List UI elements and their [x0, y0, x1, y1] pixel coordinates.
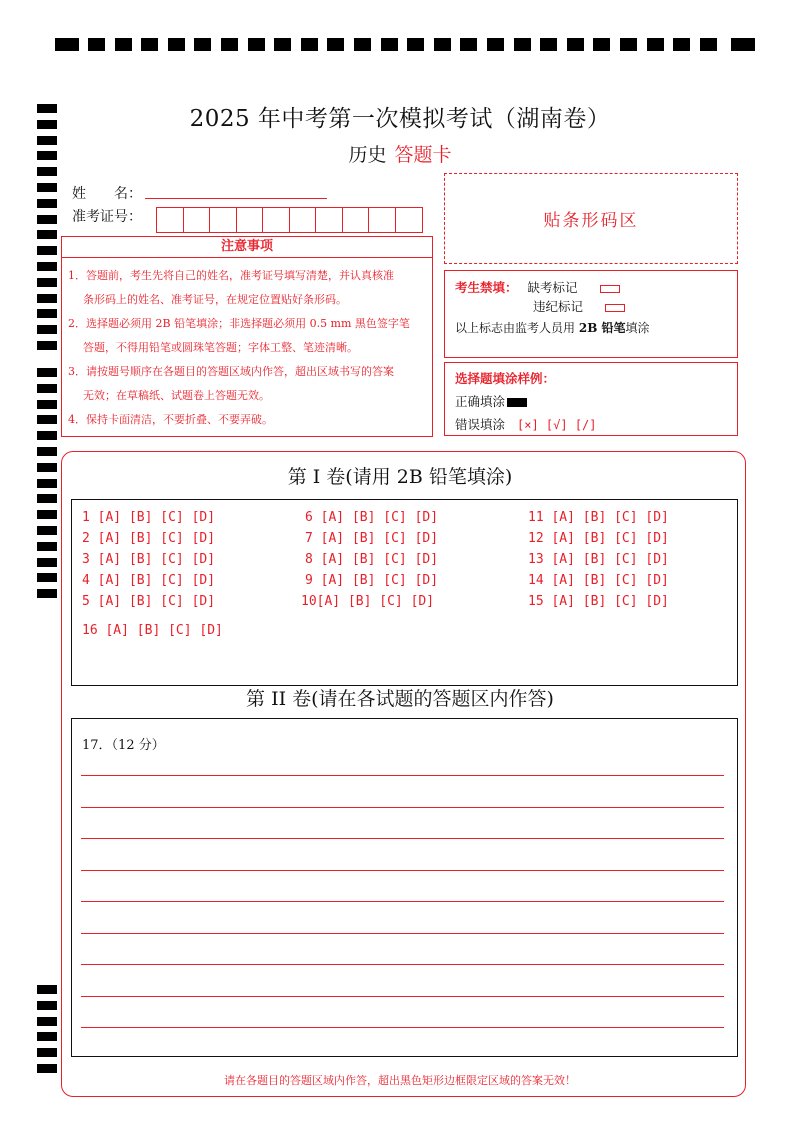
answer-line[interactable] — [81, 838, 724, 839]
wrong-samples: [×] [√] [/] — [517, 418, 597, 432]
exam-id-digit-box[interactable] — [396, 208, 423, 232]
choice-question[interactable]: 4 [A] [B] [C] [D] — [82, 573, 216, 588]
timing-mark — [37, 325, 57, 334]
timing-mark — [37, 431, 57, 440]
footer-note: 请在各题目的答题区域内作答，超出黑色矩形边框限定区域的答案无效！ — [224, 1074, 576, 1087]
timing-mark — [37, 494, 57, 503]
note-bold: 2B 铅笔 — [578, 321, 626, 335]
violation-mark-box — [605, 304, 625, 312]
top-timing-marks — [55, 38, 755, 52]
timing-mark — [37, 1017, 57, 1026]
choice-question[interactable]: 14 [A] [B] [C] [D] — [528, 573, 669, 588]
answer-line[interactable] — [81, 775, 724, 776]
exam-id-digit-box[interactable] — [237, 208, 264, 232]
fill-correct-label: 正确填涂 — [455, 394, 506, 409]
answer-line[interactable] — [81, 964, 724, 965]
timing-mark — [37, 415, 57, 424]
timing-mark — [37, 1001, 57, 1010]
barcode-area — [444, 173, 738, 264]
timing-mark — [37, 183, 57, 192]
notice-item-line: 无效；在草稿纸、试题卷上答题无效。 — [83, 389, 270, 402]
notice-item — [68, 408, 428, 432]
notice-item-line: 1．答题前，考生先将自己的姓名，准考证号填写清楚，并认真核准 — [68, 269, 394, 282]
timing-mark — [37, 526, 57, 535]
fill-correct-row — [455, 392, 727, 410]
note-suffix: 填涂 — [625, 321, 650, 335]
notice-item — [68, 360, 428, 408]
timing-mark — [647, 38, 664, 51]
notice-item — [68, 264, 428, 312]
timing-mark — [487, 38, 504, 51]
choice-question[interactable]: 16 [A] [B] [C] [D] — [82, 623, 223, 638]
name-label: 姓 名： — [72, 186, 142, 202]
timing-mark — [731, 38, 755, 51]
choice-question[interactable]: 6 [A] [B] [C] [D] — [305, 510, 439, 525]
choice-question[interactable]: 15 [A] [B] [C] [D] — [528, 594, 669, 609]
absent-row — [455, 278, 620, 296]
timing-mark — [37, 341, 57, 350]
notice-item — [68, 312, 428, 360]
section2-box[interactable] — [71, 718, 738, 1057]
timing-mark — [37, 262, 57, 271]
violation-row — [533, 297, 625, 315]
exam-id-digit-box[interactable] — [263, 208, 290, 232]
timing-mark — [37, 368, 57, 377]
exam-id-digit-box[interactable] — [343, 208, 370, 232]
choice-question[interactable]: 8 [A] [B] [C] [D] — [305, 552, 439, 567]
choice-question[interactable]: 13 [A] [B] [C] [D] — [528, 552, 669, 567]
filled-swatch-icon — [507, 398, 527, 407]
section1-box — [71, 499, 738, 686]
answer-line[interactable] — [81, 901, 724, 902]
timing-mark — [37, 278, 57, 287]
timing-mark — [567, 38, 584, 51]
timing-mark — [381, 38, 398, 51]
notice-body — [61, 258, 433, 437]
answer-line[interactable] — [81, 933, 724, 934]
choice-question[interactable]: 7 [A] [B] [C] [D] — [305, 531, 439, 546]
section1-title: 第 I 卷(请用 2B 铅笔填涂) — [287, 466, 513, 488]
timing-mark — [141, 38, 158, 51]
timing-mark — [434, 38, 451, 51]
timing-mark — [37, 1048, 57, 1057]
absent-label: 缺考标记 — [527, 280, 578, 295]
timing-mark — [37, 400, 57, 409]
timing-mark — [37, 230, 57, 239]
timing-mark — [168, 38, 185, 51]
choice-question[interactable]: 1 [A] [B] [C] [D] — [82, 510, 216, 525]
exam-id-digit-box[interactable] — [210, 208, 237, 232]
timing-mark — [327, 38, 344, 51]
choice-question[interactable]: 2 [A] [B] [C] [D] — [82, 531, 216, 546]
page-subtitle — [0, 140, 800, 167]
choice-question[interactable]: 11 [A] [B] [C] [D] — [528, 510, 669, 525]
prohibited-box — [444, 270, 738, 358]
timing-mark — [37, 309, 57, 318]
timing-mark — [37, 510, 57, 519]
timing-mark — [88, 38, 105, 51]
answer-line[interactable] — [81, 870, 724, 871]
timing-mark — [37, 447, 57, 456]
choice-question[interactable]: 9 [A] [B] [C] [D] — [305, 573, 439, 588]
violation-label: 违纪标记 — [533, 299, 584, 314]
timing-mark — [194, 38, 211, 51]
fill-sample-box — [444, 362, 738, 436]
timing-mark — [593, 38, 610, 51]
notice-item-line: 答题，不得用铅笔或圆珠笔答题；字体工整、笔迹清晰。 — [83, 341, 358, 354]
notice-item-line: 3．请按题号顺序在各题目的答题区域内作答，超出区域书写的答案 — [68, 365, 394, 378]
name-field[interactable] — [145, 198, 327, 199]
exam-id-digit-box[interactable] — [157, 208, 184, 232]
notice-heading: 注意事项 — [61, 236, 433, 258]
prohibited-title: 考生禁填： — [455, 280, 518, 295]
timing-mark — [620, 38, 637, 51]
exam-id-boxes — [156, 207, 423, 233]
timing-mark — [37, 573, 57, 582]
timing-mark — [115, 38, 132, 51]
timing-mark — [37, 384, 57, 393]
exam-id-digit-box[interactable] — [290, 208, 317, 232]
timing-mark — [221, 38, 238, 51]
timing-mark — [37, 167, 57, 176]
barcode-label: 贴条形码区 — [543, 211, 639, 231]
timing-mark — [55, 38, 79, 51]
card-label: 答题卡 — [394, 144, 452, 166]
timing-mark — [37, 589, 57, 598]
answer-line[interactable] — [81, 1027, 724, 1028]
timing-mark — [37, 558, 57, 567]
notice-item-line: 2．选择题必须用 2B 铅笔填涂；非选择题必须用 0.5 mm 黑色签字笔 — [68, 317, 410, 330]
exam-id-digit-box[interactable] — [369, 208, 396, 232]
timing-mark — [673, 38, 690, 51]
prohibited-note — [455, 319, 650, 336]
answer-line[interactable] — [81, 996, 724, 997]
timing-mark — [274, 38, 291, 51]
choice-question[interactable]: 10[A] [B] [C] [D] — [301, 594, 435, 609]
timing-mark — [37, 542, 57, 551]
timing-mark — [37, 985, 57, 994]
fill-sample-title: 选择题填涂样例： — [455, 371, 556, 386]
fill-wrong-label: 错误填涂 — [455, 417, 506, 432]
notice-item-line: 4．保持卡面清洁，不要折叠、不要弄破。 — [68, 413, 273, 426]
section2-title: 第 II 卷(请在各试题的答题区内作答) — [246, 688, 554, 710]
timing-mark — [460, 38, 477, 51]
choice-question[interactable]: 12 [A] [B] [C] [D] — [528, 531, 669, 546]
absent-mark-box — [600, 285, 620, 293]
timing-mark — [407, 38, 424, 51]
timing-mark — [540, 38, 557, 51]
timing-mark — [37, 215, 57, 224]
exam-id-digit-box[interactable] — [184, 208, 211, 232]
timing-mark — [301, 38, 318, 51]
timing-mark — [37, 246, 57, 255]
timing-mark — [37, 199, 57, 208]
choice-question[interactable]: 5 [A] [B] [C] [D] — [82, 594, 216, 609]
fill-wrong-row — [455, 415, 727, 433]
notice-item-line: 条形码上的姓名、准考证号，在规定位置贴好条形码。 — [83, 293, 347, 306]
timing-mark — [354, 38, 371, 51]
exam-id-digit-box[interactable] — [316, 208, 343, 232]
timing-mark — [514, 38, 531, 51]
timing-mark — [37, 294, 57, 303]
exam-id-label: 准考证号： — [72, 209, 142, 225]
choice-question[interactable]: 3 [A] [B] [C] [D] — [82, 552, 216, 567]
answer-line[interactable] — [81, 807, 724, 808]
page-title: 2025 年中考第一次模拟考试（湖南卷） — [189, 106, 611, 132]
subject-label: 历史 — [348, 144, 387, 166]
timing-mark — [700, 38, 717, 51]
timing-mark — [37, 1032, 57, 1041]
timing-mark — [248, 38, 265, 51]
question-17-label: 17．（12 分） — [82, 738, 165, 753]
note-prefix: 以上标志由监考人员用 — [455, 321, 576, 335]
